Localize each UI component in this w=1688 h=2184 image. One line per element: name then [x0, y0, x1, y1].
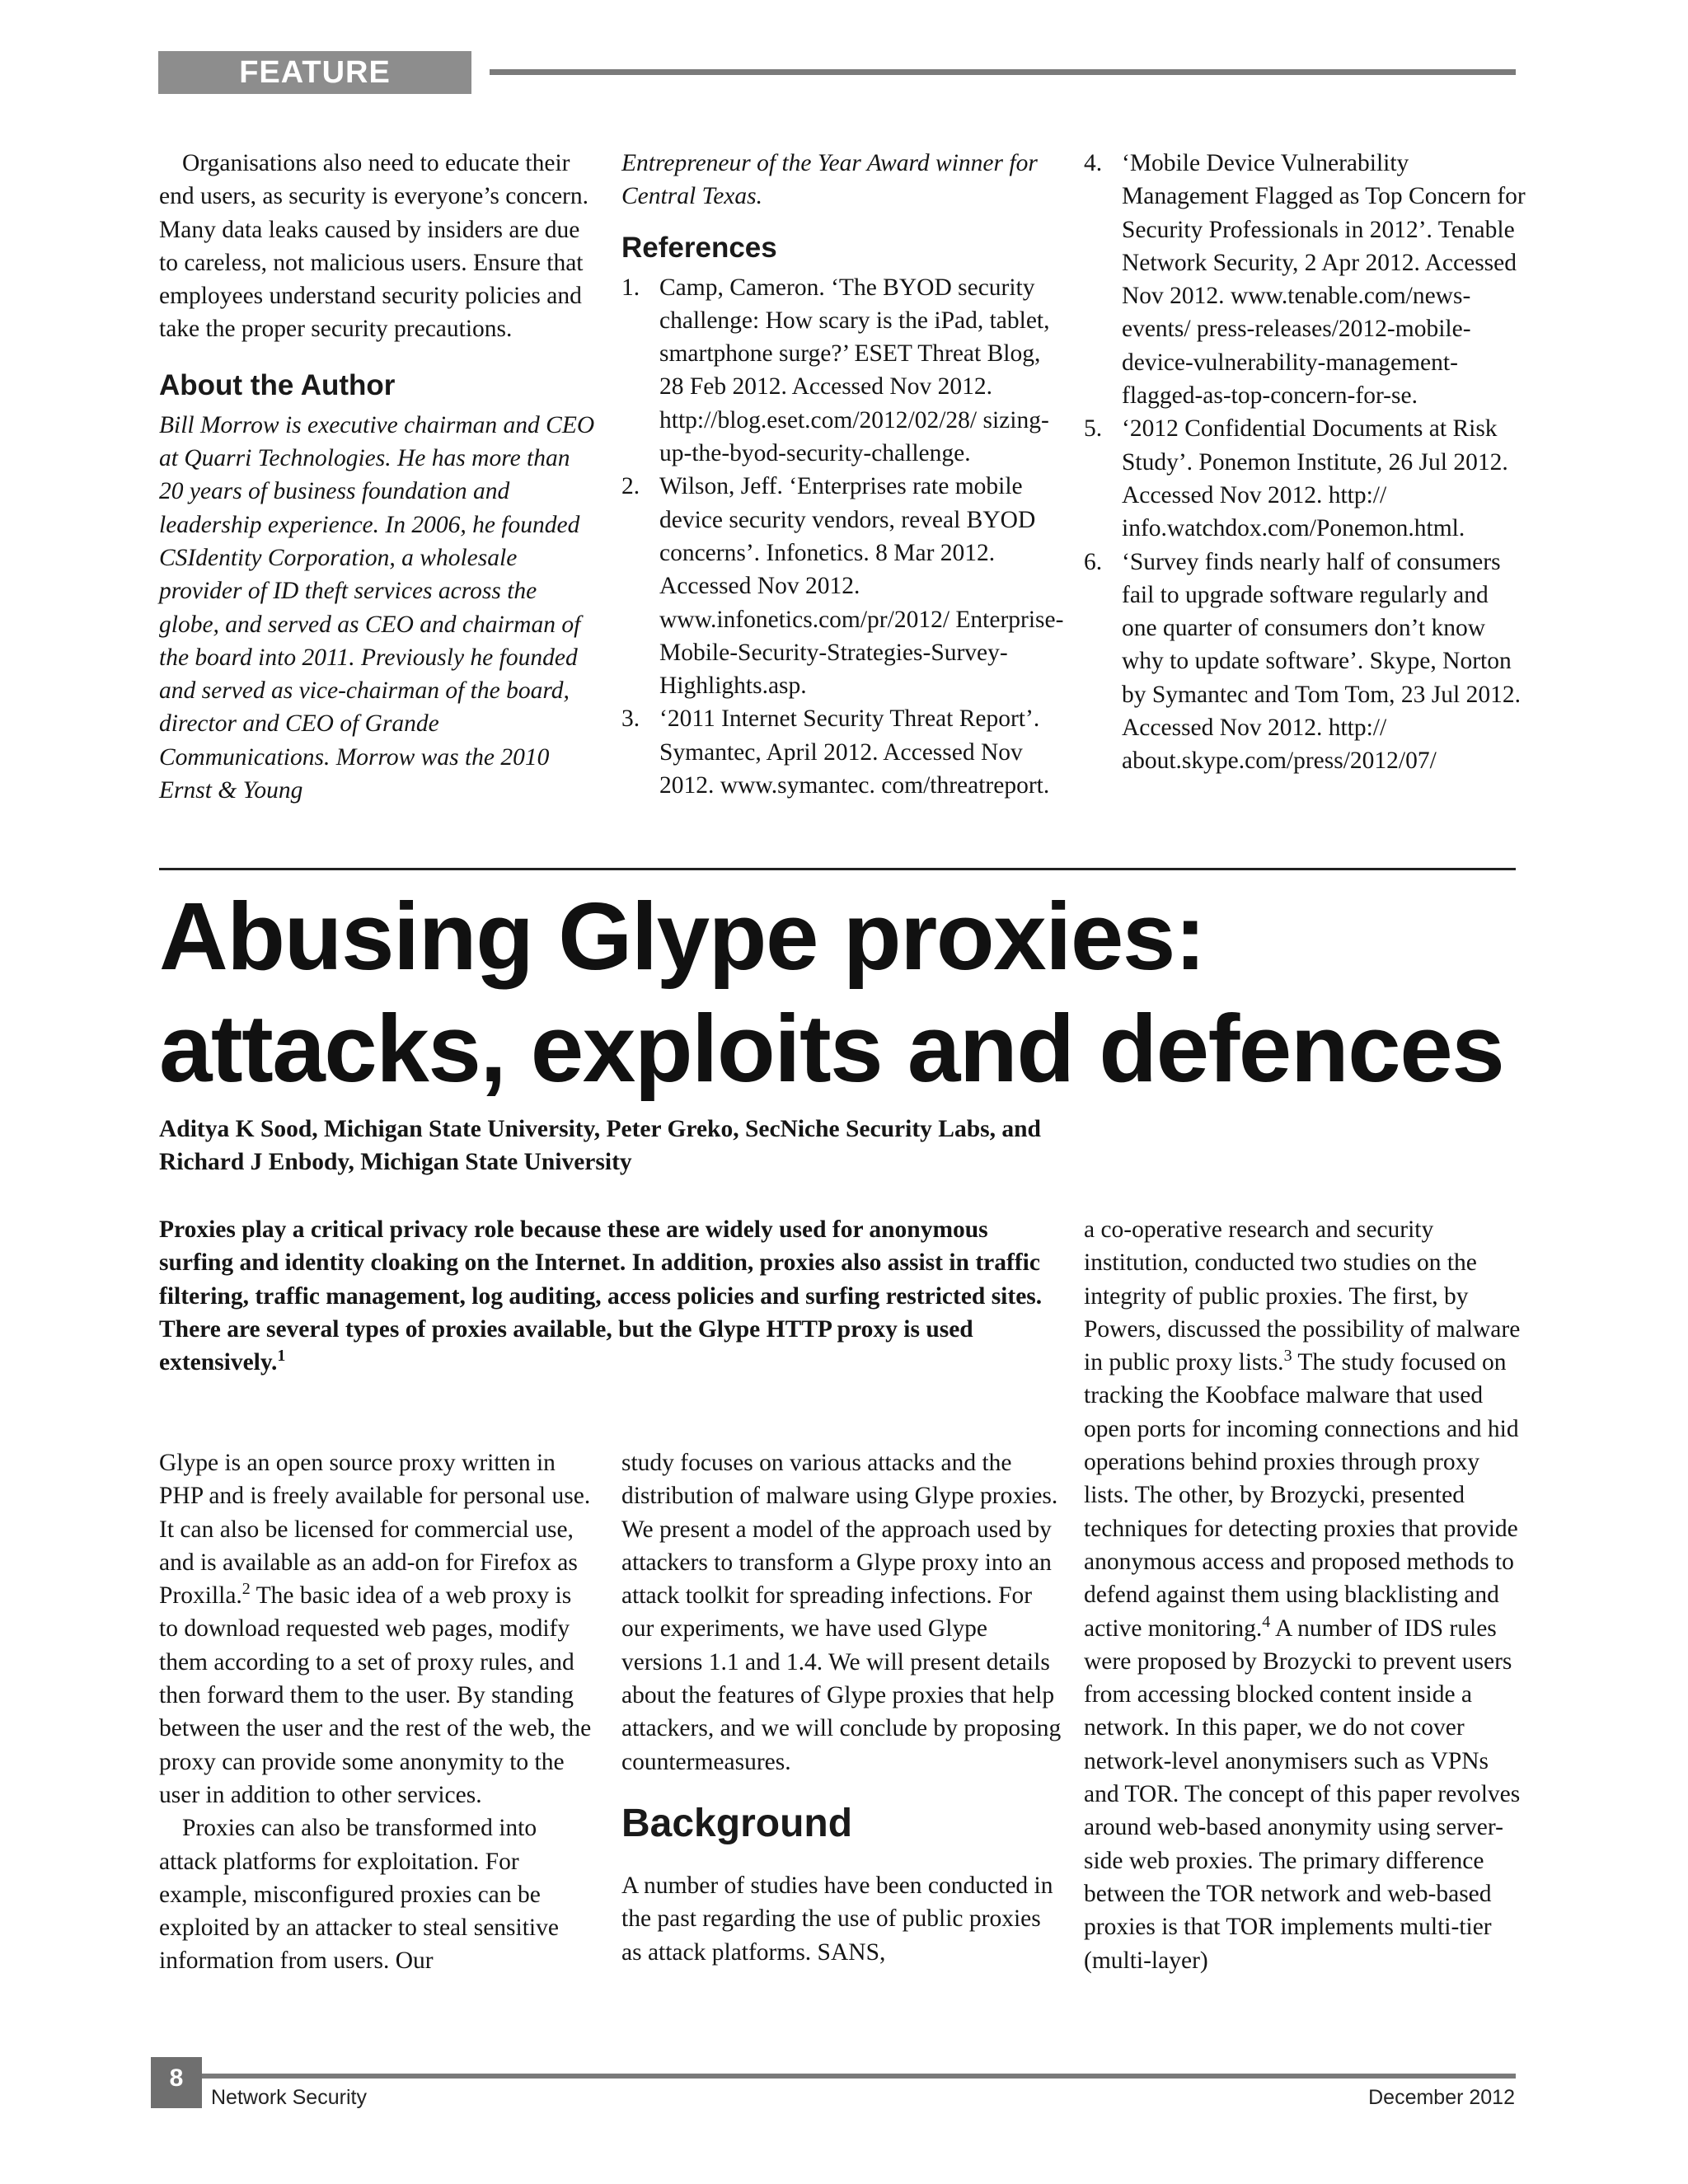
reference-number: 4. [1084, 150, 1103, 176]
body-text: The study focused on tracking the Koobface malware that used open ports for incoming connections and hid operations behind proxies through proxy lists. The other, by Brozycki, presented techniques for detecting proxies that provide anonymous access and proposed methods to defend against them using blacklisting and active monitoring. [1084, 1349, 1519, 1642]
body-text: Glype is an open source proxy written in PHP and is freely available for personal use. It can also be licensed for commercial use, and is available as an add-on for Firefox as Proxilla. [159, 1450, 591, 1610]
reference-text: ‘2011 Internet Security Threat Report’. Symantec, April 2012. Accessed Nov 2012. www.symantec. com/threatreport. [659, 705, 1050, 799]
footer-rule [202, 2074, 1516, 2079]
reference-item [1084, 412, 1529, 545]
reference-text: ‘Survey finds nearly half of consumers fail to upgrade software regularly and one quarter of consumers don’t know why to update software’. Skype, Norton by Symantec and Tom Tom, 23 Jul 2012. Accessed Nov 2012. http:// about.skype.com/press/2012/07/ [1122, 548, 1521, 775]
issue-date: December 2012 [1368, 2086, 1515, 2109]
body-text: The basic idea of a web proxy is to download requested web pages, modify them according to a set of proxy rules, and then forward them to the user. By standing between the user and the rest of the web, the proxy can provide some anonymity to the user in addition to other services. [159, 1582, 592, 1808]
column-2-top [621, 147, 1067, 802]
body-column-2 [621, 1446, 1067, 1969]
references-heading: References [621, 231, 777, 264]
reference-item [621, 702, 1067, 802]
reference-text: ‘2012 Confidential Documents at Risk Study’. Ponemon Institute, 26 Jul 2012. Accessed Nov 2012. http:// info.watchdox.com/Ponemon.html. [1122, 415, 1508, 542]
body-text: a co-operative research and security institution, conducted two studies on the integrity of public proxies. The first, by Powers, discussed the possibility of malware in public proxy lists. [1084, 1216, 1521, 1376]
author-bio: Bill Morrow is executive chairman and CEO at Quarri Technologies. He has more than 20 years of business foundation and leadership experience. In 2006, he founded CSIdentity Corporation, a wholesale provider of ID theft services across the globe, and served as CEO and chairman of the board into 2011. Previously he founded and served as vice-chairman of the board, director and CEO of Grande Communications. Morrow was the 2010 Ernst & Young [159, 411, 595, 804]
about-author-heading: About the Author [159, 368, 396, 401]
abstract-footnote: 1 [277, 1347, 286, 1366]
section-divider [159, 868, 1516, 870]
footnote-ref: 2 [241, 1580, 251, 1599]
reference-text: Camp, Cameron. ‘The BYOD security challenge: How scary is the iPad, tablet, smartphone surge?’ ESET Threat Blog, 28 Feb 2012. Accessed Nov 2012. http://blog.eset.com/2012/02/28/ sizing-up-the-byod-security-challenge. [659, 274, 1050, 467]
author-bio-continued: Entrepreneur of the Year Award winner for Central Texas. [621, 150, 1038, 210]
reference-number: 6. [1084, 548, 1103, 575]
body-column-1 [159, 1446, 596, 1978]
body-paragraph [1084, 1213, 1529, 1977]
footnote-ref: 4 [1262, 1612, 1271, 1631]
article-abstract [159, 1213, 1066, 1379]
column-1-top [159, 147, 596, 807]
body-paragraph [159, 1446, 596, 1811]
background-heading: Background [621, 1801, 853, 1845]
body-paragraph: Proxies can also be transformed into attack platforms for exploitation. For example, misconfigured proxies can be exploited by an attacker to steal sensitive information from users. Our [159, 1815, 559, 1975]
journal-name: Network Security [211, 2086, 367, 2109]
reference-item [1084, 546, 1529, 778]
header-rule [490, 69, 1516, 75]
body-column-3 [1084, 1213, 1529, 1977]
reference-item [621, 271, 1067, 471]
article-authors: Aditya K Sood, Michigan State University, Peter Greko, SecNiche Security Labs, and Richard J Enbody, Michigan State University [159, 1116, 1041, 1176]
body-paragraph: study focuses on various attacks and the distribution of malware using Glype proxies. We present a model of the approach used by attackers to transform a Glype proxy into an attack toolkit for spreading infections. For our experiments, we have used Glype versions 1.1 and 1.4. We will present details about the features of Glype proxies that help attackers, and we will conclude by proposing countermeasures. [621, 1450, 1062, 1775]
reference-text: ‘Mobile Device Vulnerability Management Flagged as Top Concern for Security Professionals in 2012’. Tenable Network Security, 2 Apr 2012. Accessed Nov 2012. www.tenable.com/news-events/ press-releases/2012-mobile-device-vulnerability-management-flagged-as-top-concern-for-se. [1122, 150, 1526, 410]
page-number: 8 [151, 2057, 202, 2108]
reference-number: 3. [621, 705, 640, 733]
section-tab: FEATURE [158, 51, 471, 94]
reference-item [1084, 147, 1529, 412]
footnote-ref: 3 [1283, 1347, 1292, 1366]
reference-number: 2. [621, 473, 640, 500]
reference-text: Wilson, Jeff. ‘Enterprises rate mobile device security vendors, reveal BYOD concerns’. Infonetics. 8 Mar 2012. Accessed Nov 2012. www.infonetics.com/pr/2012/ Enterprise-Mobile-Security-Strategies-Survey-Highlights.asp. [659, 473, 1064, 700]
abstract-text: Proxies play a critical privacy role because these are widely used for anonymous surfing and identity cloaking on the Internet. In addition, proxies also assist in traffic filtering, traffic management, log auditing, access policies and surfing restricted sites. There are several types of proxies available, but the Glype HTTP proxy is used extensively. [159, 1216, 1043, 1376]
body-text: A number of IDS rules were proposed by Brozycki to prevent users from accessing blocked content inside a network. In this paper, we do not cover network-level anonymisers such as VPNs and TOR. The concept of this paper revolves around web-based anonymity using server-side web proxies. The primary difference between the TOR network and web-based proxies is that TOR implements multi-tier (multi-layer) [1084, 1615, 1521, 1974]
body-paragraph: A number of studies have been conducted in the past regarding the use of public proxies as attack platforms. SANS, [621, 1872, 1053, 1966]
reference-number: 1. [621, 274, 640, 301]
closing-paragraph: Organisations also need to educate their end users, as security is everyone’s concern. Many data leaks caused by insiders are due to careless, not malicious users. Ensure that employees understand security policies and take the proper security precautions. [159, 150, 588, 343]
references-list-a [621, 271, 1067, 803]
column-3-top [1084, 147, 1529, 778]
reference-item [621, 470, 1067, 702]
reference-number: 5. [1084, 415, 1103, 443]
article-title: Abusing Glype proxies: attacks, exploits and defences [159, 883, 1504, 1102]
